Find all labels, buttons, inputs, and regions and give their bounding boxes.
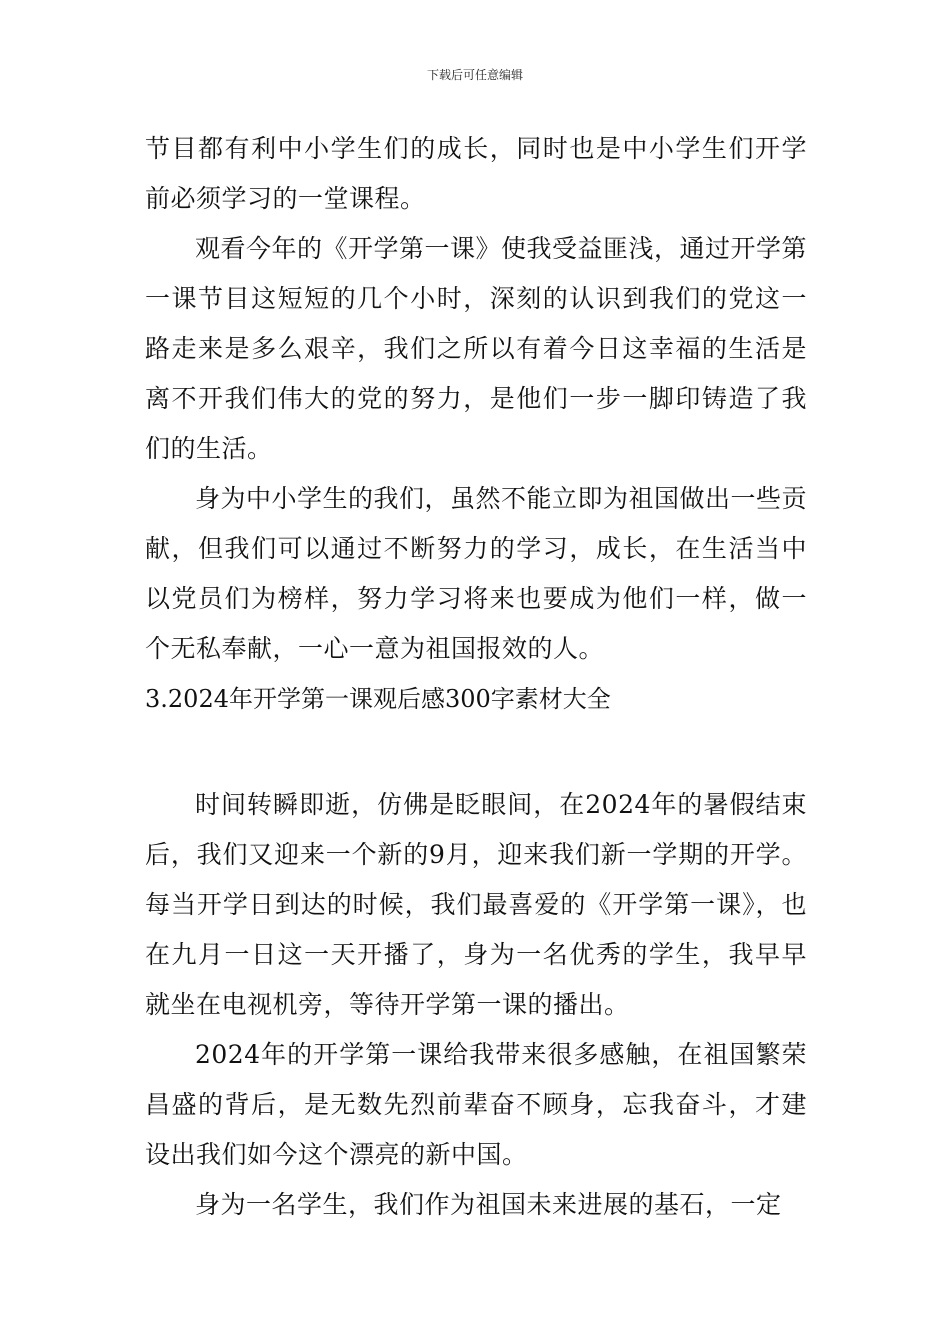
paragraph-continuation: 节目都有利中小学生们的成长，同时也是中小学生们开学前必须学习的一堂课程。 [145,134,807,213]
paragraph-students: 身为中小学生的我们，虽然不能立即为祖国做出一些贡献，但我们可以通过不断努力的学习，成长，在生活当中以党员们为榜样，努力学习将来也要成为他们一样，做一个无私奉献，一心一意为祖国报效的人。 [145,484,808,663]
page-header-note: 下载后可任意编辑 [426,68,523,82]
paragraph-new-term: 时间转瞬即逝，仿佛是眨眼间，在2024年的暑假结束后，我们又迎来一个新的9月，迎来我们新一学期的开学。每当开学日到达的时候，我们最喜爱的《开学第一课》，也在九月一日这一天开播了，身为一名优秀的学生，我早早就坐在电视机旁，等待开学第一课的播出。 [145,790,807,1019]
section-spacer [145,724,807,780]
document-body [145,124,807,1230]
section-heading: 3.2024年开学第一课观后感300字素材大全 [145,685,611,713]
paragraph-student-duty: 身为一名学生，我们作为祖国未来进展的基石，一定 [195,1190,782,1219]
paragraph-feelings: 2024年的开学第一课给我带来很多感触，在祖国繁荣昌盛的背后，是无数先烈前辈奋不顾身，忘我奋斗，才建设出我们如今这个漂亮的新中国。 [145,1040,807,1169]
paragraph-reflection: 观看今年的《开学第一课》使我受益匪浅，通过开学第一课节目这短短的几个小时，深刻的认识到我们的党这一路走来是多么艰辛，我们之所以有着今日这幸福的生活是离不开我们伟大的党的努力，是他们一步一脚印铸造了我们的生活。 [145,234,808,463]
